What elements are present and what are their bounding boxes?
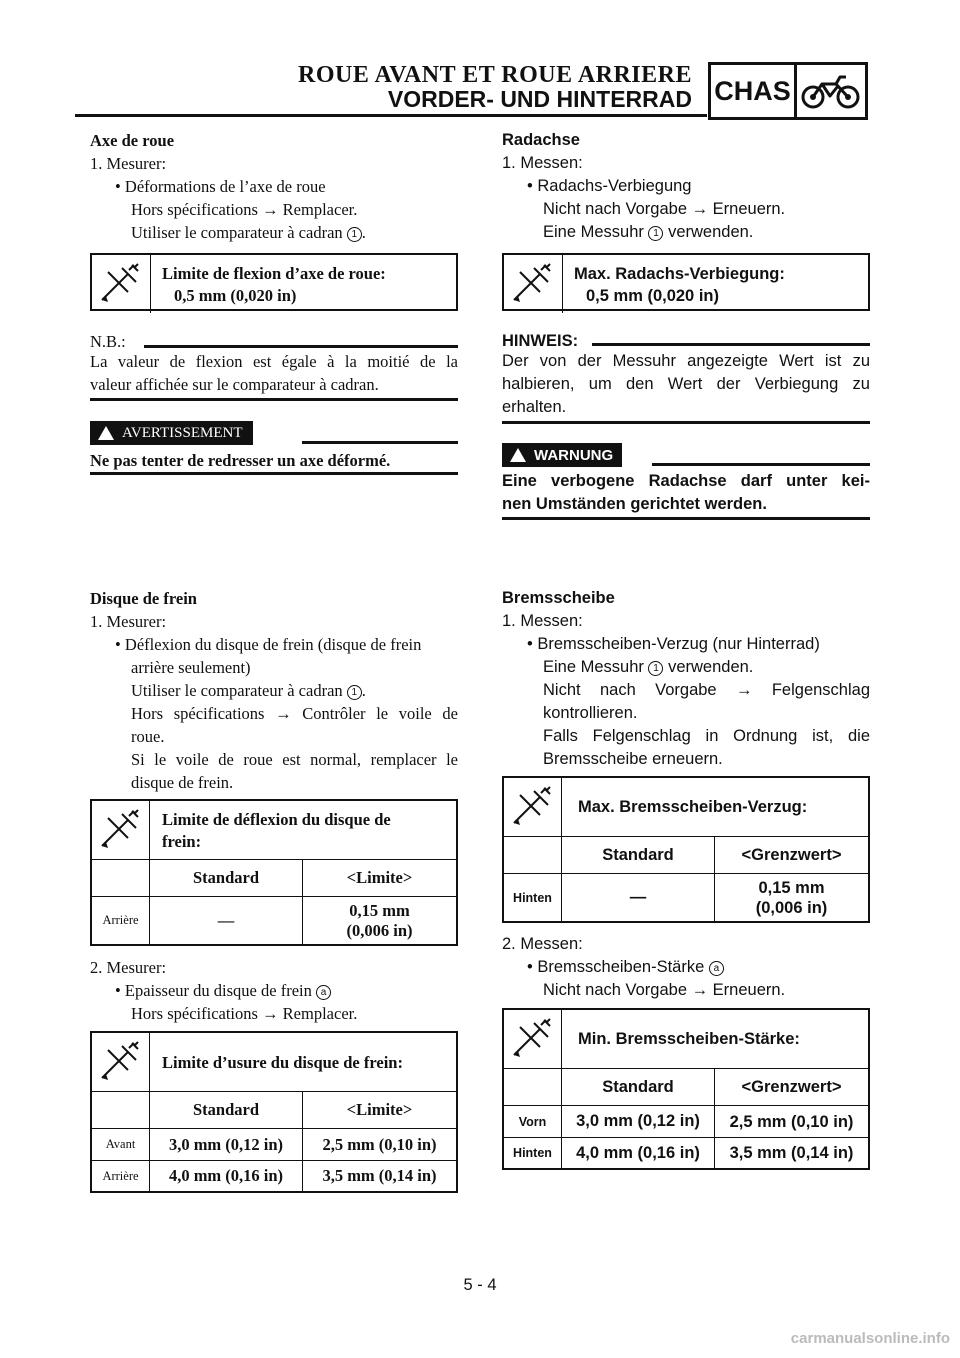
note-end-rule — [502, 421, 870, 424]
bullet — [115, 981, 331, 1001]
row-label: Avant — [92, 1129, 150, 1160]
table-title-row — [504, 1010, 868, 1068]
text-fragment: verwenden. — [668, 223, 754, 241]
table-row — [92, 1160, 456, 1191]
text-line: kontrollieren. — [543, 704, 638, 722]
cell-line: (0,006 in) — [755, 898, 828, 917]
text-fragment: • Bremsscheiben-Stärke — [527, 958, 705, 976]
heading-disque: Disque de frein — [90, 589, 197, 608]
page-header — [0, 62, 960, 122]
note-text: valeur affichée sur le comparateur à cadran. — [90, 375, 379, 394]
row-label: Hinten — [504, 1138, 562, 1168]
table-title-row — [504, 778, 868, 836]
motorcycle-icon — [797, 65, 865, 117]
table-header-row — [92, 859, 456, 896]
text-line: Nicht nach Vorgabe → Erneuern. — [543, 200, 786, 218]
note-label: N.B.: — [90, 332, 126, 351]
table-cell — [92, 860, 150, 896]
note-label: HINWEIS: — [502, 332, 579, 350]
table-row — [504, 873, 868, 921]
column-header: <Grenzwert> — [741, 846, 842, 864]
warning-badge — [502, 443, 622, 467]
row-label: Arrière — [92, 897, 150, 944]
table-cell — [715, 874, 868, 921]
note-rule — [144, 345, 458, 348]
spec-box — [90, 253, 458, 311]
warning-rule — [302, 441, 458, 444]
text-line: Hors spécifications → Remplacer. — [131, 200, 358, 219]
table-title-row — [92, 801, 456, 859]
text-line: Nicht nach Vorgabe → Felgenschlag — [543, 681, 870, 699]
bullet: • Radachs-Verbiegung — [527, 177, 692, 195]
row-label: Arrière — [92, 1161, 150, 1191]
table-cell — [92, 1092, 150, 1128]
table-cell: — — [150, 897, 303, 944]
heading-scheibe: Bremsscheibe — [502, 589, 615, 607]
table-cell: 2,5 mm (0,10 in) — [322, 1134, 437, 1154]
spec-label: Max. Radachs-Verbiegung: — [574, 265, 785, 283]
table-header-row — [92, 1091, 456, 1128]
table-cell — [303, 897, 456, 944]
step: 2. Messen: — [502, 935, 583, 953]
step: 2. Mesurer: — [90, 958, 167, 977]
wrench-icon — [504, 1010, 562, 1068]
bullet: • Déformations de l’axe de roue — [115, 177, 326, 196]
heading-axe: Axe de roue — [90, 131, 175, 150]
callout-marker: 1 — [648, 226, 663, 241]
note-end-rule — [90, 398, 458, 401]
section-code: CHAS — [711, 65, 797, 117]
warning-text: nen Umständen gerichtet werden. — [502, 495, 767, 513]
text-line — [543, 658, 753, 677]
table-cell: 4,0 mm (0,16 in) — [150, 1161, 303, 1191]
spec-value: 0,5 mm (0,020 in) — [174, 286, 297, 305]
text-line: arrière seulement) — [131, 658, 251, 677]
spec-table — [90, 799, 458, 946]
spec-value: 0,5 mm (0,020 in) — [586, 287, 719, 305]
spec-text — [162, 263, 386, 307]
table-header-row — [504, 1068, 868, 1105]
table-cell — [504, 837, 562, 873]
bullet — [527, 958, 724, 977]
text-line: disque de frein. — [131, 773, 234, 792]
step: 1. Messen: — [502, 612, 583, 630]
wrench-icon — [504, 778, 562, 836]
warning-end-rule — [90, 472, 458, 475]
text-fragment: • Epaisseur du disque de frein — [115, 981, 312, 1000]
note-text: La valeur de flexion est égale à la moitié de la — [90, 352, 458, 371]
spec-table — [90, 1031, 458, 1193]
section-badge — [708, 62, 868, 120]
spec-text — [574, 263, 785, 307]
callout-marker: a — [316, 985, 331, 1000]
text-fragment: Utiliser le comparateur à cadran — [131, 223, 343, 242]
table-title — [162, 809, 391, 853]
warning-badge — [90, 421, 253, 445]
text-fragment: . — [361, 223, 366, 242]
wrench-icon — [92, 801, 150, 859]
watermark: carmanualsonline.info — [790, 1330, 950, 1347]
step: 1. Mesurer: — [90, 612, 167, 631]
text-line: Bremsscheibe erneuern. — [543, 750, 723, 768]
text-line: Hors spécifications → Remplacer. — [131, 1004, 358, 1023]
column-header: Standard — [150, 1092, 303, 1128]
note-rule — [592, 343, 870, 346]
warning-text: Eine verbogene Radachse darf unter kei- — [502, 472, 870, 490]
text-line — [131, 223, 366, 243]
warning-end-rule — [502, 517, 870, 520]
spec-table — [502, 776, 870, 923]
note-text: erhalten. — [502, 398, 567, 416]
text-line: Falls Felgenschlag in Ordnung ist, die — [543, 727, 870, 745]
text-line — [131, 681, 366, 701]
header-rule — [75, 114, 707, 117]
text-line: Nicht nach Vorgabe → Erneuern. — [543, 981, 786, 999]
table-header-row — [504, 836, 868, 873]
column-header: Standard — [150, 860, 303, 896]
table-title: Limite d’usure du disque de frein: — [162, 1053, 403, 1072]
table-title: Min. Bremsscheiben-Stärke: — [578, 1030, 800, 1048]
page-number: 5 - 4 — [463, 1276, 497, 1294]
warning-label: AVERTISSEMENT — [122, 424, 243, 441]
heading-achse: Radachse — [502, 131, 580, 149]
table-cell: — — [562, 874, 715, 921]
column-header: <Grenzwert> — [741, 1078, 842, 1096]
text-fragment: verwenden. — [668, 658, 754, 676]
text-line: roue. — [131, 727, 165, 746]
cell-line: 0,15 mm — [349, 900, 410, 920]
table-row — [92, 1128, 456, 1160]
table-title: Max. Bremsscheiben-Verzug: — [578, 798, 808, 816]
table-cell: 3,0 mm (0,12 in) — [150, 1129, 303, 1160]
table-title-row — [92, 1033, 456, 1091]
row-label: Vorn — [504, 1106, 562, 1137]
text-line: Hors spécifications → Contrôler le voile de — [131, 704, 458, 723]
wrench-icon — [504, 255, 563, 313]
spec-table — [502, 1008, 870, 1170]
text-fragment: Eine Messuhr — [543, 658, 644, 676]
spec-label: Limite de flexion d’axe de roue: — [162, 264, 386, 283]
warning-label: WARNUNG — [534, 446, 614, 464]
table-cell: 3,0 mm (0,12 in) — [562, 1106, 715, 1137]
callout-marker: 1 — [347, 227, 362, 242]
callout-marker: 1 — [648, 661, 663, 676]
spec-box — [502, 253, 870, 311]
note-text: Der von der Messuhr angezeigte Wert ist zu — [502, 352, 870, 370]
column-header: Standard — [562, 1069, 715, 1105]
wrench-icon — [92, 1033, 150, 1091]
column-header: <Limite> — [346, 868, 413, 887]
wrench-icon — [92, 255, 151, 313]
cell-line: 0,15 mm — [758, 878, 825, 897]
cell-line: (0,006 in) — [346, 920, 413, 940]
text-fragment: . — [361, 681, 366, 700]
bullet: • Déflexion du disque de frein (disque de frein — [115, 635, 422, 654]
step: 1. Mesurer: — [90, 154, 167, 173]
table-title-line: Limite de déflexion du disque de — [162, 810, 391, 829]
column-header: <Limite> — [346, 1100, 413, 1119]
table-cell: 3,5 mm (0,14 in) — [322, 1166, 437, 1185]
title-french: ROUE AVANT ET ROUE ARRIERE — [297, 62, 692, 88]
text-line: Si le voile de roue est normal, remplacer le — [131, 750, 458, 769]
warning-icon — [510, 448, 526, 462]
title-german: VORDER- UND HINTERRAD — [387, 86, 692, 112]
step: 1. Messen: — [502, 154, 583, 172]
warning-icon — [98, 426, 114, 440]
table-row — [504, 1137, 868, 1168]
note-text: halbieren, um den Wert der Verbiegung zu — [502, 375, 870, 393]
text-line — [543, 223, 753, 242]
warning-text: Ne pas tenter de redresser un axe déformé. — [90, 451, 391, 470]
bullet: • Bremsscheiben-Verzug (nur Hinterrad) — [527, 635, 820, 653]
row-label: Hinten — [504, 874, 562, 921]
table-cell: 3,5 mm (0,14 in) — [729, 1144, 854, 1162]
table-title-line: frein: — [162, 832, 202, 851]
callout-marker: 1 — [347, 685, 362, 700]
callout-marker: a — [709, 961, 724, 976]
table-cell: 2,5 mm (0,10 in) — [729, 1112, 854, 1131]
text-fragment: Utiliser le comparateur à cadran — [131, 681, 343, 700]
warning-rule — [652, 463, 870, 466]
table-row — [504, 1105, 868, 1137]
table-cell: 4,0 mm (0,16 in) — [562, 1138, 715, 1168]
column-header: Standard — [562, 837, 715, 873]
text-fragment: Eine Messuhr — [543, 223, 644, 241]
table-cell — [504, 1069, 562, 1105]
table-row — [92, 896, 456, 944]
